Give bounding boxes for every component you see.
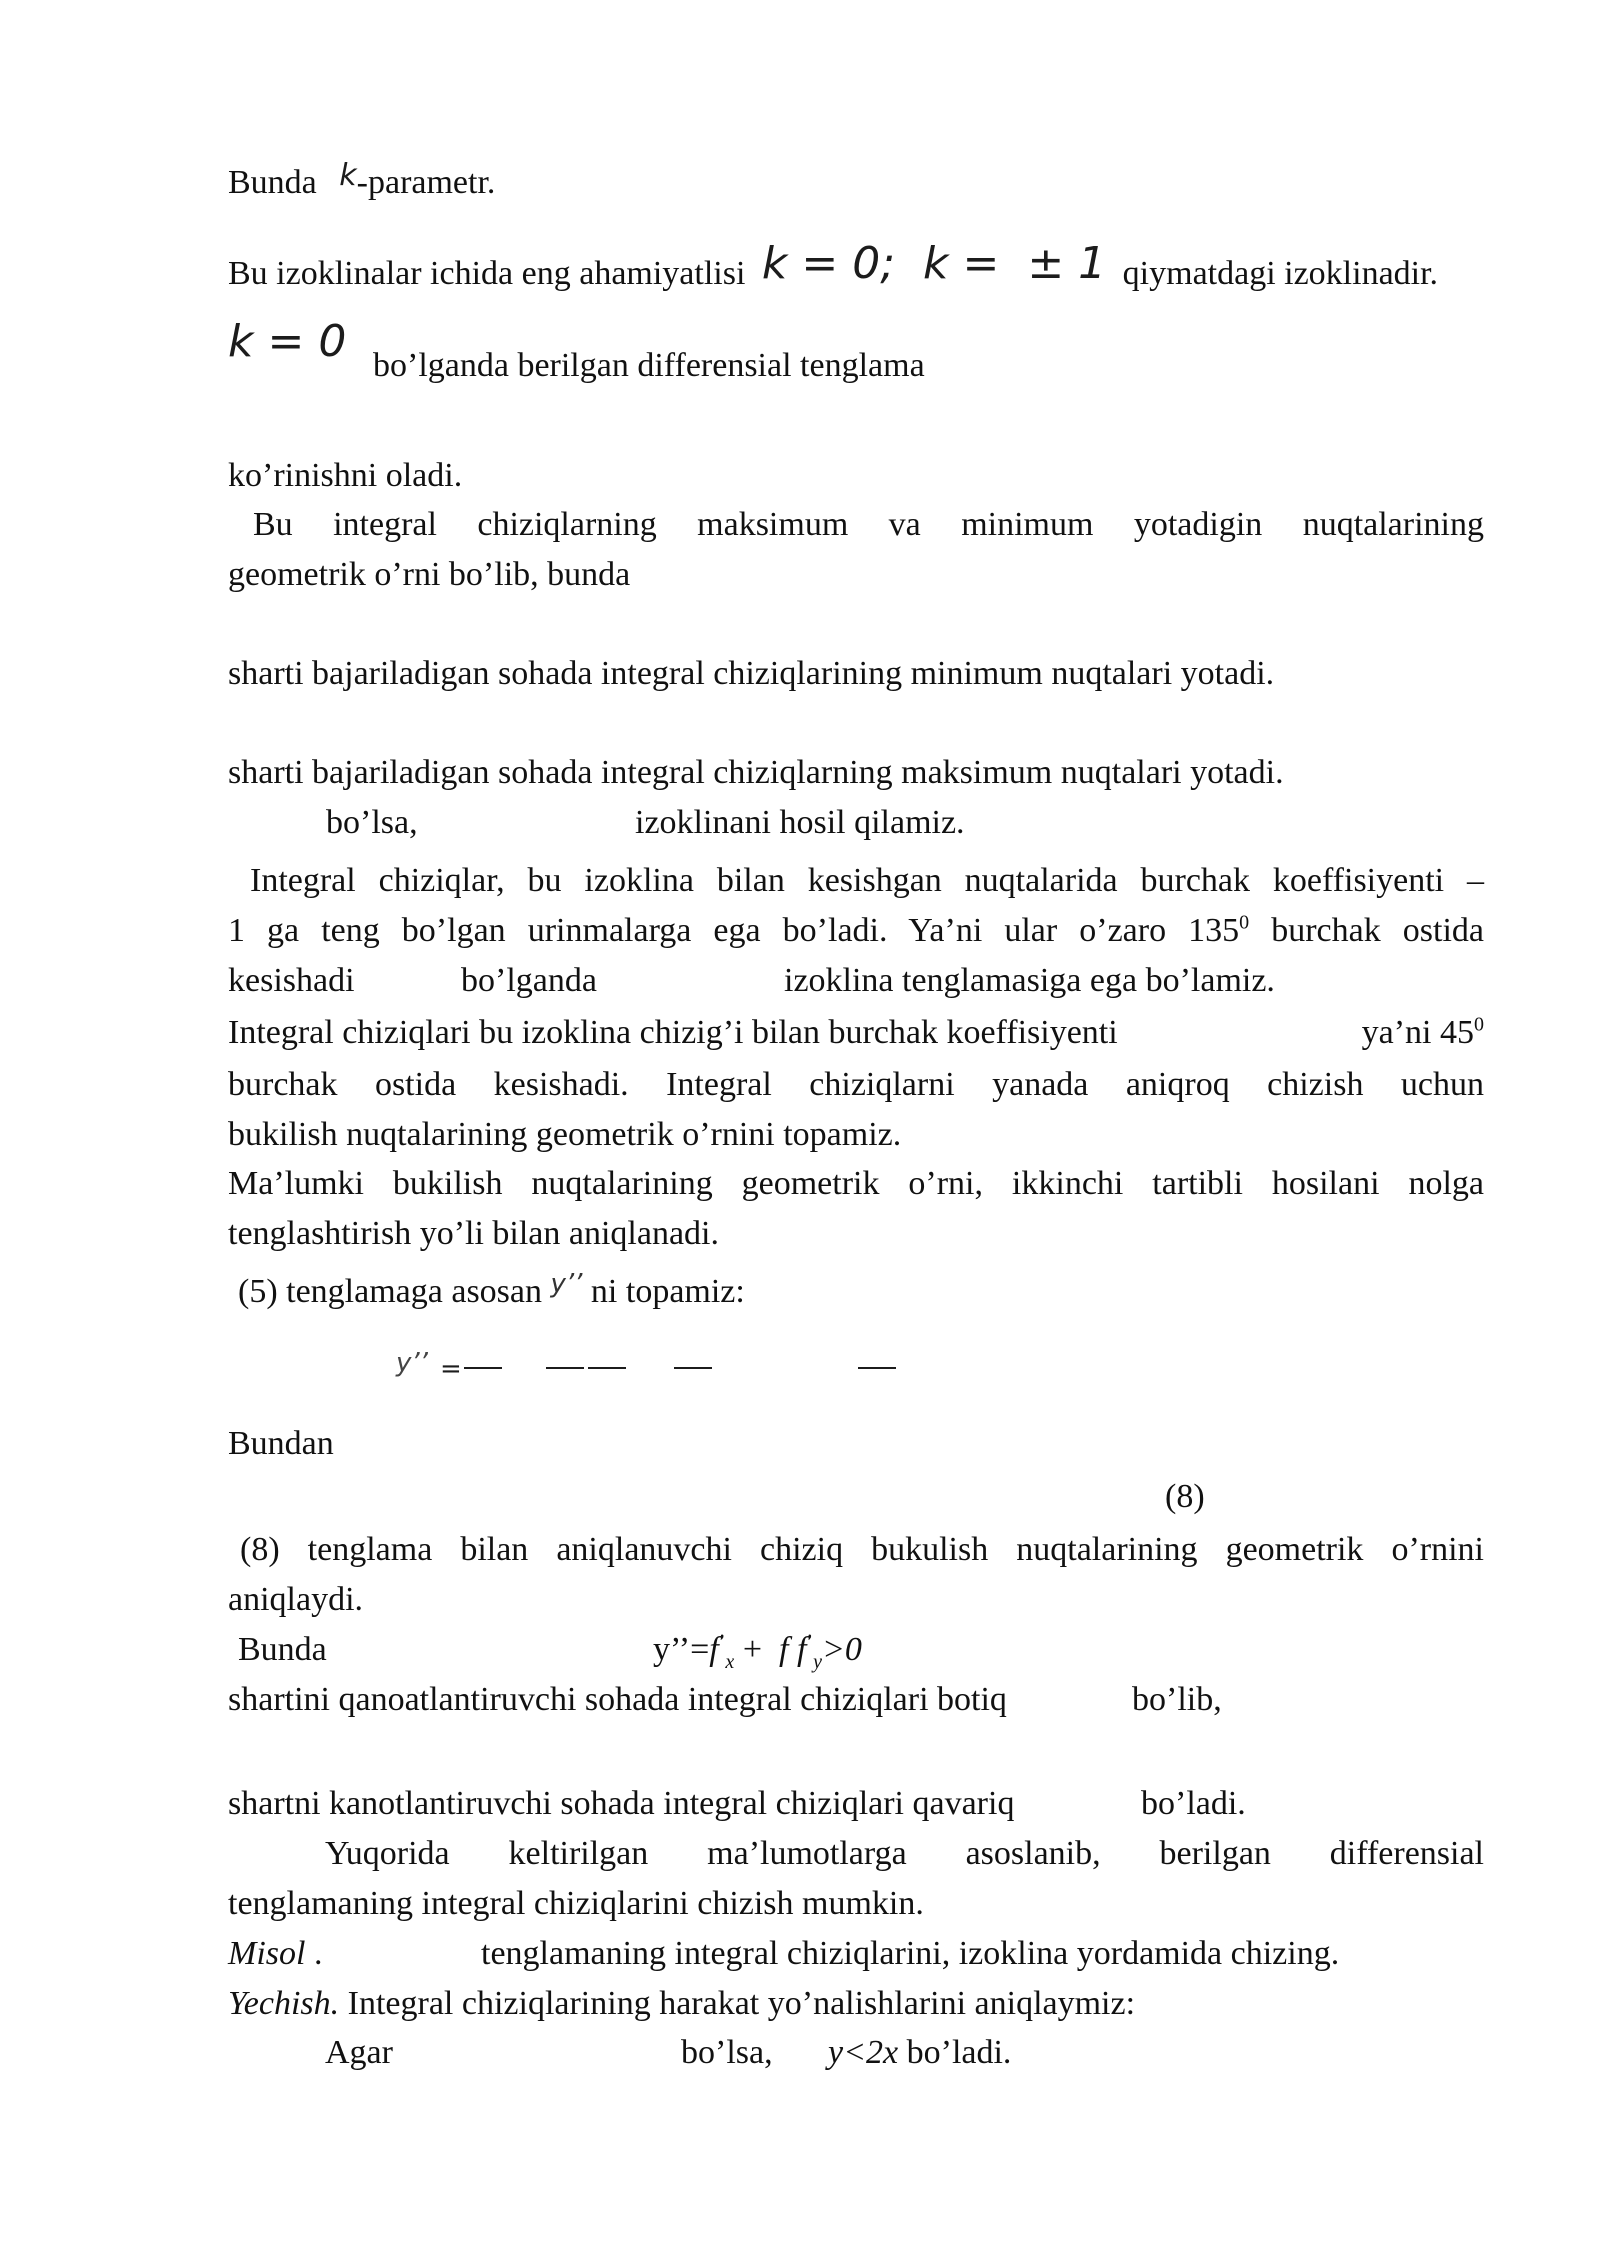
label-yechish: Yechish. bbox=[228, 1985, 340, 2022]
line-10: Integral chiziqlar, bu izoklina bilan kesishgan nuqtalarida burchak koeffisiyenti – bbox=[250, 862, 1484, 899]
equals-sign: = bbox=[440, 1354, 462, 1384]
text: tenglamaning integral chiziqlarini, izoklina yordamida chizing. bbox=[481, 1935, 1340, 1972]
line-15: bukilish nuqtalarining geometrik o’rnini topamiz. bbox=[228, 1116, 902, 1153]
math-k-values: k = 0; k = ± 1 bbox=[761, 238, 1107, 289]
fraction-bar bbox=[546, 1367, 584, 1369]
line-17: tenglashtirish yo’li bilan aniqlanadi. bbox=[228, 1215, 720, 1252]
text: bo’lsa, bbox=[681, 2034, 773, 2071]
line-4: ko’rinishni oladi. bbox=[228, 457, 463, 494]
fraction-bar bbox=[858, 1367, 896, 1369]
equation-number: (8) bbox=[1165, 1478, 1205, 1515]
text: ni topamiz: bbox=[590, 1273, 745, 1310]
text: kesishadi bbox=[228, 962, 355, 999]
text: bo’lsa, bbox=[326, 804, 418, 841]
line-8: sharti bajariladigan sohada integral chiziqlarning maksimum nuqtalari yotadi. bbox=[228, 754, 1284, 791]
text: qiymatdagi izoklinadir. bbox=[1122, 255, 1439, 292]
math-y-double-prime: y’’ bbox=[396, 1348, 428, 1378]
text: bo’lib, bbox=[1132, 1681, 1222, 1718]
text: Integral chiziqlarining harakat yo’nalishlarini aniqlaymiz: bbox=[339, 1985, 1136, 2022]
superscript: 0 bbox=[1239, 911, 1250, 934]
text: izoklinani hosil qilamiz. bbox=[635, 804, 965, 841]
line-7: sharti bajariladigan sohada integral chiziqlarining minimum nuqtalari yotadi. bbox=[228, 655, 1275, 692]
text: Bu izoklinalar ichida eng ahamiyatlisi bbox=[228, 255, 746, 292]
line-2 bbox=[228, 238, 1484, 294]
text: Bunda bbox=[238, 1631, 327, 1668]
fraction-bar bbox=[464, 1367, 502, 1369]
line-3 bbox=[228, 316, 1484, 386]
superscript: 0 bbox=[1474, 1013, 1484, 1036]
line-27: Yuqorida keltirilgan ma’lumotlarga asoslanib, berilgan differensial bbox=[325, 1835, 1484, 1872]
text: ya’ni 45 bbox=[1361, 1014, 1474, 1051]
math-k-zero: k = 0 bbox=[228, 316, 347, 367]
line-19-formula bbox=[228, 1345, 1484, 1385]
text: shartini qanoatlantiruvchi sohada integral chiziqlari botiq bbox=[228, 1681, 1007, 1718]
text: Agar bbox=[325, 2034, 393, 2071]
text: bo’lganda bbox=[461, 962, 597, 999]
line-5: Bu integral chiziqlarning maksimum va minimum yotadigin nuqtalarining bbox=[253, 506, 1484, 543]
math-y-double-prime: y’’ bbox=[550, 1269, 583, 1299]
line-28: tenglamaning integral chiziqlarini chizish mumkin. bbox=[228, 1885, 924, 1922]
line-11 bbox=[228, 911, 1484, 951]
text: izoklina tenglamasiga ega bo’lamiz. bbox=[784, 962, 1275, 999]
inequality-formula: $y’’=f^’_x + f$ $f^’_y>0$ bbox=[653, 1630, 862, 1673]
line-23: aniqlaydi. bbox=[228, 1581, 364, 1618]
fraction-bar bbox=[588, 1367, 626, 1369]
line-16: Ma’lumki bukilish nuqtalarining geometrik o’rni, ikkinchi tartibli hosilani nolga bbox=[228, 1165, 1484, 1202]
document-page: Bunda k-parametr. Bu izoklinalar ichida eng ahamiyatlisi k = 0; k = ± 1 qiymatdagi izoklinadir. k = 0 bo’lganda berilgan differensial tenglama ko’rinishni oladi. Bu integral chiziqlarning maksimum va minimum yotadigin nuqtalarining geometrik o’rni bo’lib, bunda sharti bajariladigan sohada integral chiziqlarining minimum nuqtalari yotadi. sharti bajariladigan sohada integral chiziqlarning maksimum nuqtalari yotadi. bo’lsa, izoklinani hosil qilamiz. Integral chiziqlar, bu izoklina bilan kesishgan nuqtalarida burchak koeffisiyenti – 1 ga teng bo’lgan urinmalarga ega bo’ladi. Ya’ni ular o’zaro $135^0$ burchak ostida kesishadi bo’lganda izoklina tenglamasiga ega bo’lamiz. Integral chiziqlari bu izoklina chizig’i bilan burchak koeffisiyenti ya’ni $45^0$ burchak ostida kesishadi. Integral chiziqlarni yanada aniqroq chizish uchun bukilish nuqtalarining geometrik o’rnini topamiz. Ma’lumki bukilish nuqtalarining geometrik o’rni, ikkinchi tartibli hosilani nolga tenglashtirish yo’li bilan aniqlanadi. (5) tenglamaga asosan $^{y’’}$ ni topamiz: y’’ = Bundan (8) (8) tenglama bilan aniqlanuvchi chiziq bukulish nuqtalarining geometrik o’rnini aniqlaydi. Bunda $y’’=f^’_x + f$ $f^’_y>0$ shartini qanoatlantiruvchi sohada integral chiziqlari botiq bo’lib, shartni kanotlantiruvchi sohada integral chiziqlari qavariq bo’ladi. Yuqorida keltirilgan ma’lumotlarga asoslanib, berilgan differensial tenglamaning integral chiziqlarini chizish mumkin. Misol . tenglamaning integral chiziqlarini, izoklina yordamida chizing. Yechish. Integral chiziqlarining harakat yo’nalishlarini aniqlaymiz: Agar bo’lsa, y<2x bo’ladi. bbox=[0, 0, 1600, 2262]
text: -parametr. bbox=[356, 164, 496, 201]
line-18 bbox=[238, 1269, 1494, 1314]
text: bo’ladi. bbox=[1141, 1785, 1246, 1822]
text: bo’lganda berilgan differensial tenglama bbox=[373, 347, 925, 384]
text: burchak ostida bbox=[1249, 912, 1484, 949]
text: Integral chiziqlari bu izoklina chizig’i bilan burchak koeffisiyenti bbox=[228, 1014, 1118, 1051]
line-22: (8) tenglama bilan aniqlanuvchi chiziq bukulish nuqtalarining geometrik o’rnini bbox=[240, 1531, 1484, 1568]
math-k: k bbox=[339, 158, 357, 193]
line-6: geometrik o’rni bo’lib, bunda bbox=[228, 556, 631, 593]
label-misol: Misol bbox=[228, 1935, 306, 1972]
line-20: Bundan bbox=[228, 1425, 334, 1462]
fraction-bar bbox=[674, 1367, 712, 1369]
text: (5) tenglamaga asosan bbox=[238, 1273, 542, 1310]
line-14: burchak ostida kesishadi. Integral chiziqlarni yanada aniqroq chizish uchun bbox=[228, 1066, 1484, 1103]
line-30 bbox=[228, 1984, 1484, 2024]
math-inequality: y<2x bbox=[828, 2034, 899, 2071]
line-1 bbox=[228, 158, 1484, 204]
text: 1 ga teng bo’lgan urinmalarga ega bo’ladi. Ya’ni ular o’zaro 135 bbox=[228, 912, 1240, 949]
text: Bunda bbox=[228, 164, 317, 201]
text: shartni kanotlantiruvchi sohada integral chiziqlari qavariq bbox=[228, 1785, 1015, 1822]
